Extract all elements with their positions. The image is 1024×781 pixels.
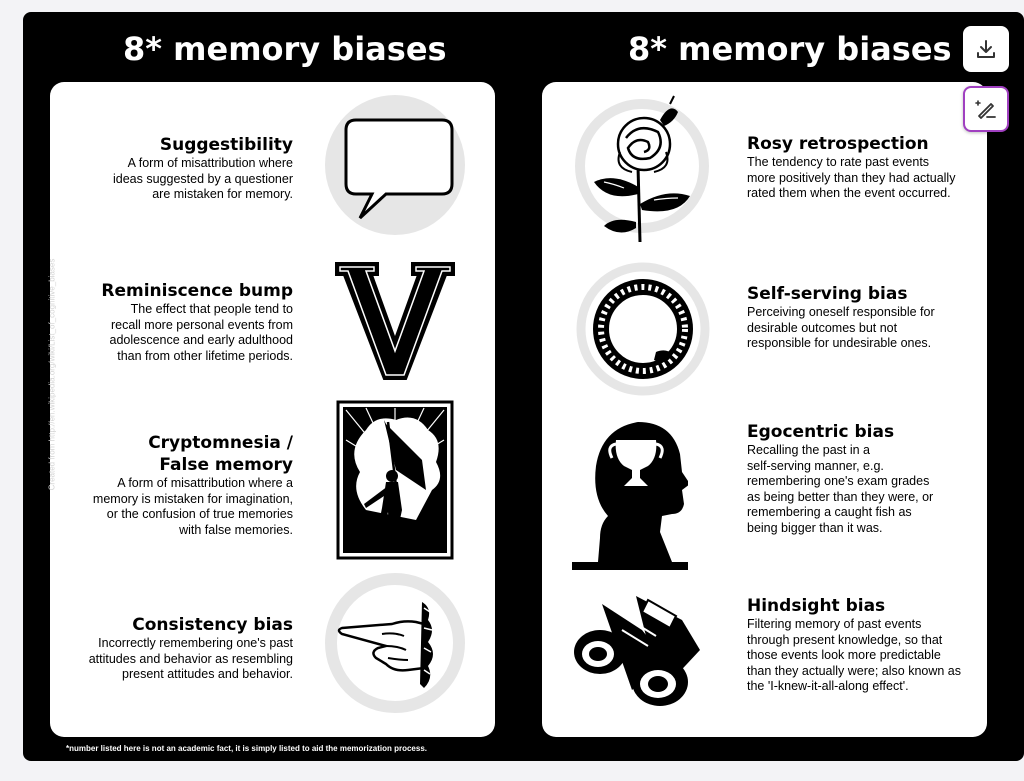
entry-desc-line: adolescence and early adulthood <box>109 333 293 348</box>
entry-desc-line: ideas suggested by a questioner <box>113 171 293 186</box>
entry-desc-line: Recalling the past in a <box>747 443 870 457</box>
flag-bearer-icon <box>336 400 454 560</box>
entry-desc-line: remembering one's exam grades <box>747 474 930 489</box>
entry-title: Rosy retrospection <box>747 134 929 154</box>
entry-desc-line: present attitudes and behavior. <box>122 667 293 682</box>
poster-title-right: 8* memory biases <box>628 30 952 68</box>
pointing-hand-icon <box>324 572 466 714</box>
entry-title: Suggestibility <box>159 135 293 155</box>
entry-desc-line: or the confusion of true memories <box>106 507 293 522</box>
entry-cryptomnesia <box>93 432 293 538</box>
entry-desc-line: rated them when the event occurred. <box>747 186 951 201</box>
download-icon <box>975 38 997 60</box>
entry-title: Hindsight bias <box>747 596 886 616</box>
ouroboros-icon <box>576 262 710 396</box>
entry-hindsight-bias <box>747 595 961 695</box>
entry-desc-line: through present knowledge, so that <box>747 632 943 647</box>
entry-rosy-retrospection <box>747 133 955 202</box>
entry-desc-line: Incorrectly remembering one's past <box>98 636 293 650</box>
entry-title: Egocentric bias <box>747 422 895 442</box>
entry-desc-line: self-serving manner, e.g. <box>747 458 884 473</box>
entry-desc-line: recall more personal events from <box>110 317 293 332</box>
entry-desc-line: memory is mistaken for imagination, <box>92 491 293 506</box>
magic-edit-button[interactable] <box>963 86 1009 132</box>
entry-desc-line: as being better than they were, or <box>747 489 934 504</box>
entry-desc-line: the 'I-knew-it-all-along effect'. <box>747 679 909 694</box>
entry-desc-line: are mistaken for memory. <box>152 187 293 202</box>
entry-desc-line: than from other lifetime periods. <box>117 348 293 363</box>
entry-title: Self-serving bias <box>747 284 908 304</box>
head-trophy-icon <box>572 412 688 570</box>
entry-title-line: False memory <box>159 455 293 475</box>
entry-desc-line: Perceiving oneself responsible for <box>747 305 935 319</box>
entry-egocentric-bias <box>747 421 933 537</box>
entry-desc-line: A form of misattribution where a <box>117 476 293 490</box>
varsity-letter-v-icon <box>334 261 456 381</box>
binoculars-icon <box>572 590 708 710</box>
entry-title: Reminiscence bump <box>101 281 293 301</box>
entry-desc-line: The tendency to rate past events <box>747 155 930 169</box>
footnote: *number listed here is not an academic fact, it is simply listed to aid the memorization process. <box>66 744 427 753</box>
poster-title-left: 8* memory biases <box>123 30 447 68</box>
entry-title-line: Cryptomnesia / <box>148 433 293 453</box>
speech-bubble-icon <box>324 94 466 236</box>
entry-title: Consistency bias <box>132 615 293 635</box>
entry-desc-line: desirable outcomes but not <box>747 320 898 335</box>
entry-desc-line: being bigger than it was. <box>747 520 883 535</box>
entry-desc-line: attitudes and behavior as resembling <box>88 651 293 666</box>
magic-edit-icon <box>974 97 998 121</box>
entry-reminiscence-bump <box>101 280 293 364</box>
entry-desc-line: those events look more predictable <box>747 648 941 663</box>
entry-desc-line: with false memories. <box>179 522 293 537</box>
entry-desc-line: remembering a caught fish as <box>747 505 912 520</box>
entry-desc-line: A form of misattribution where <box>127 156 293 170</box>
entry-consistency-bias <box>89 614 293 683</box>
entry-desc-line: responsible for undesirable ones. <box>747 336 932 351</box>
entry-desc-line: more positively than they had actually <box>747 170 956 185</box>
rose-icon <box>574 92 718 248</box>
entry-self-serving-bias <box>747 283 935 352</box>
entry-suggestibility <box>113 134 293 203</box>
entry-desc-line: Filtering memory of past events <box>747 617 922 631</box>
download-button[interactable] <box>963 26 1009 72</box>
entry-desc-line: than they actually were; also known as <box>747 663 962 678</box>
vertical-credit-text: Created from http://en.wikipedia.org/wiki/List_of_cognitive_biases <box>47 258 57 491</box>
entry-desc-line: The effect that people tend to <box>130 302 293 316</box>
